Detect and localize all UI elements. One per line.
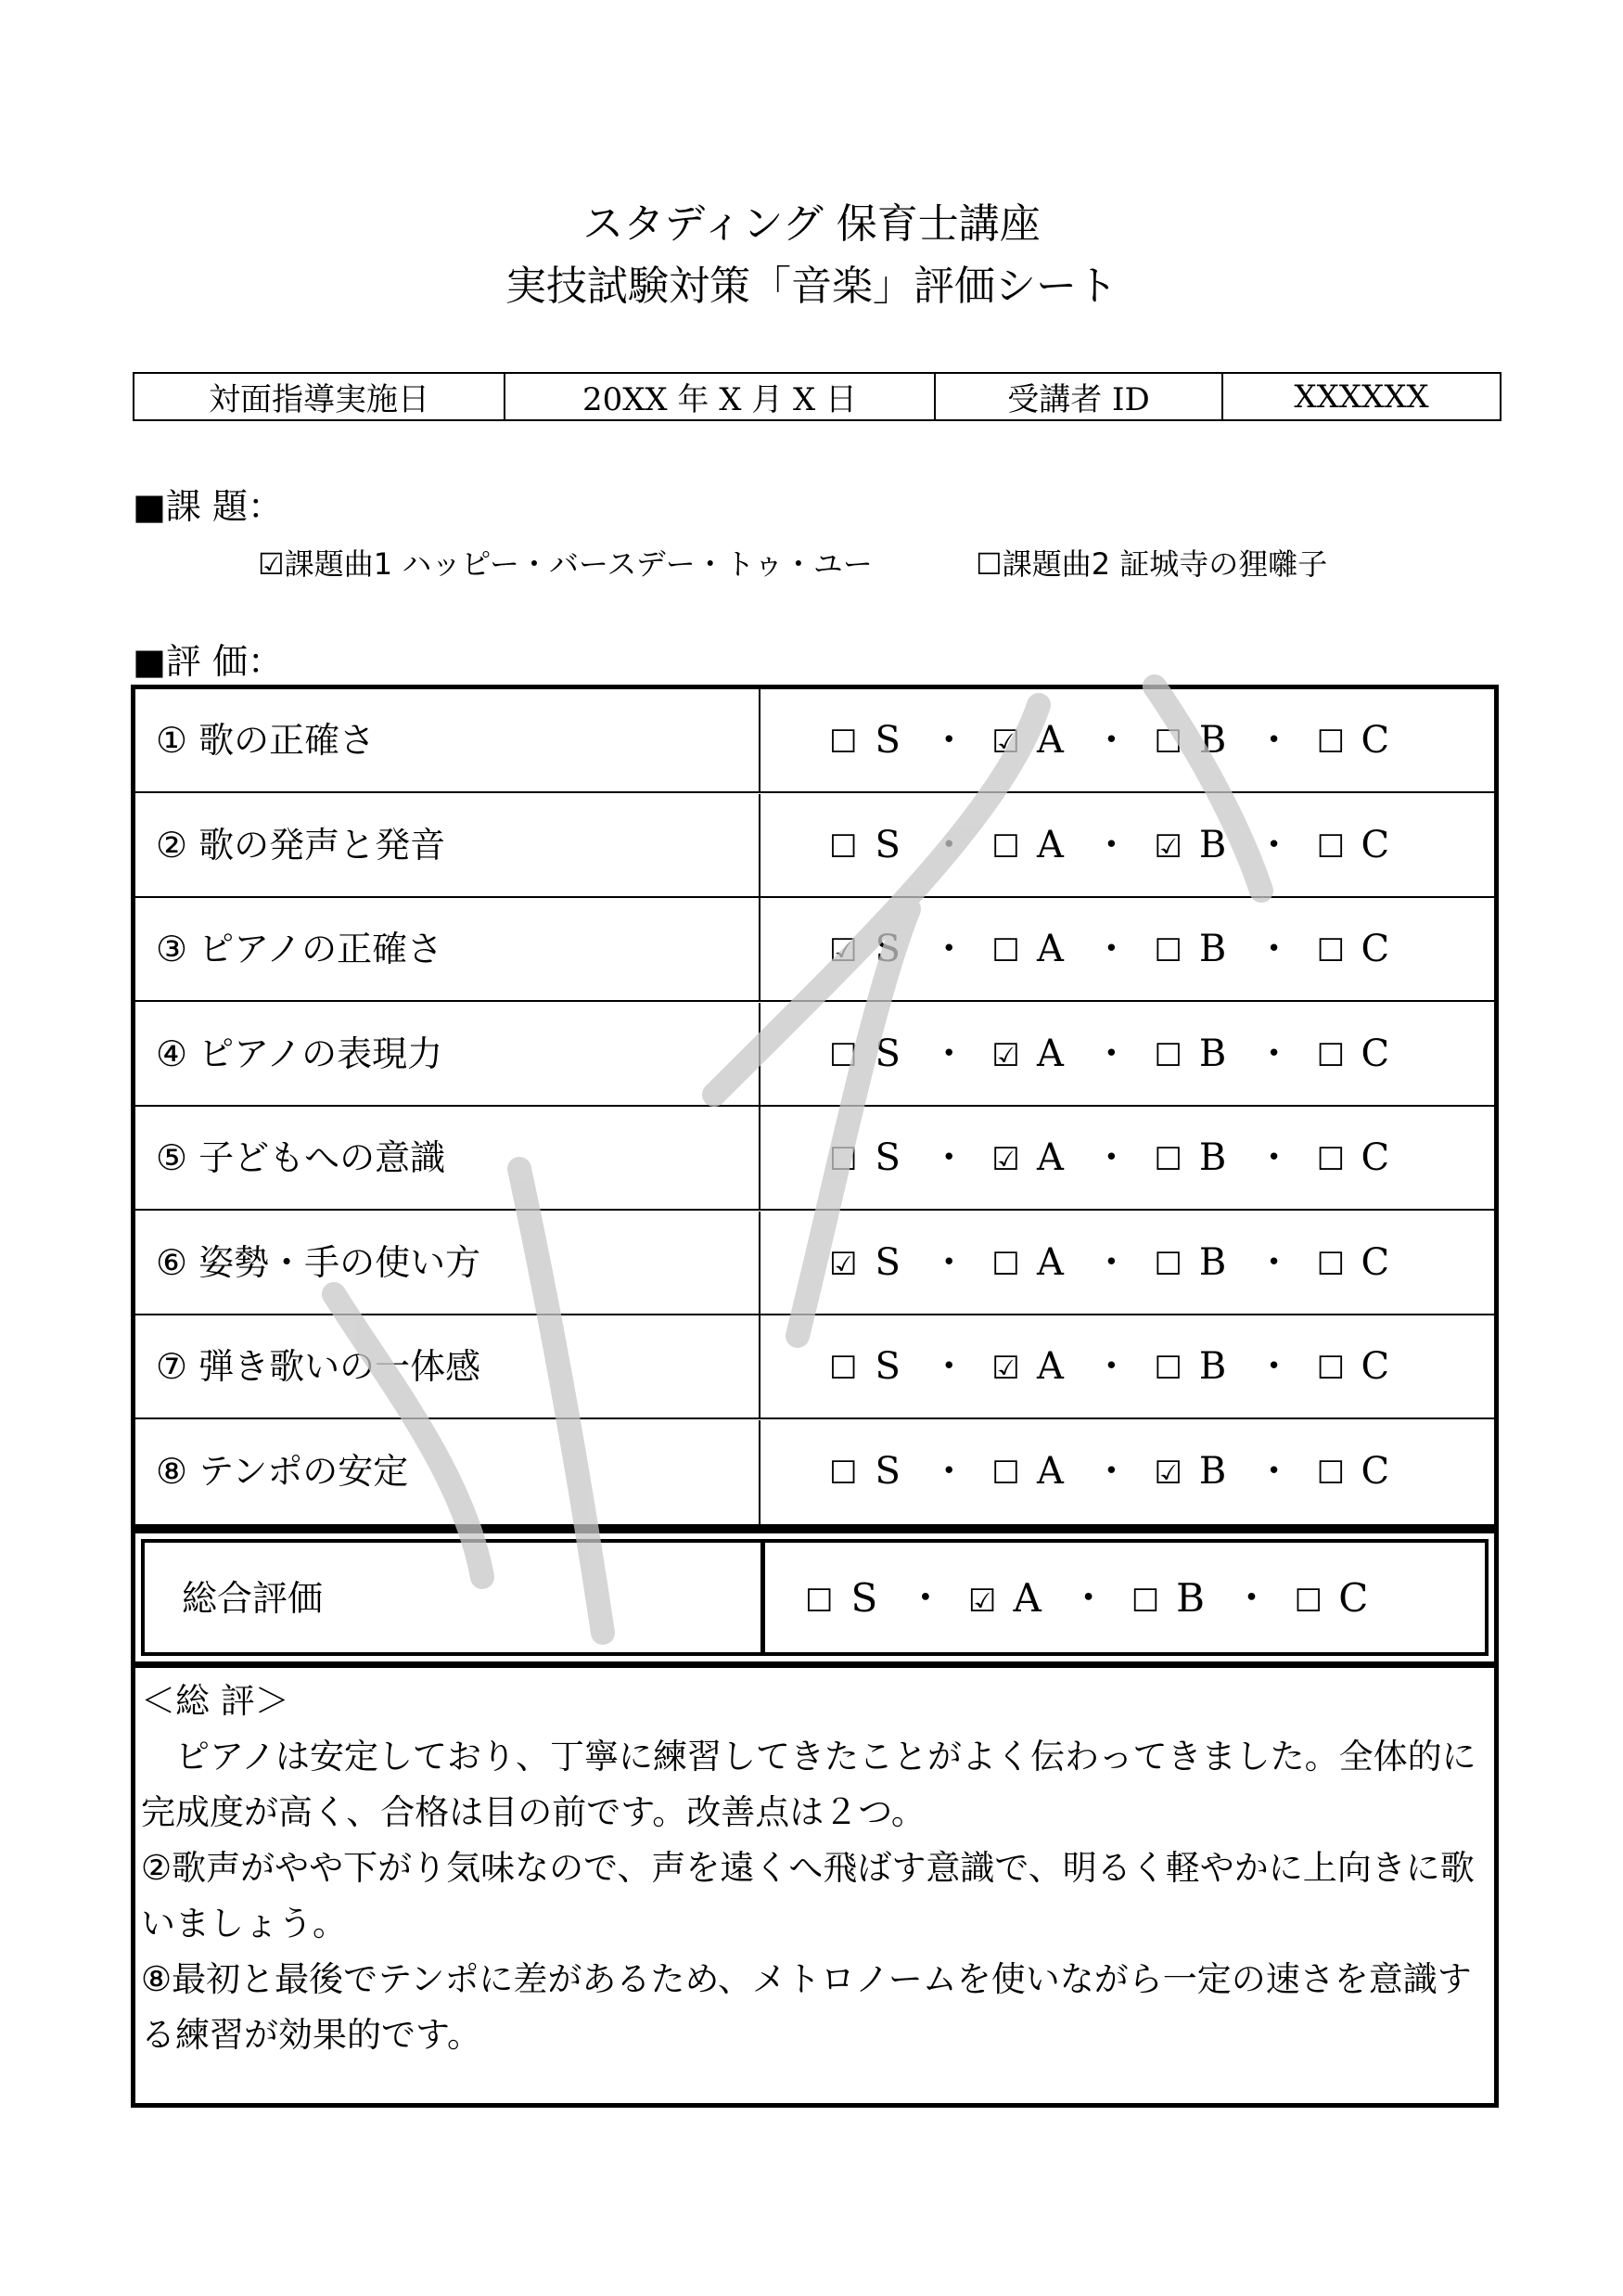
overall-grade-a[interactable]	[968, 1543, 1046, 1657]
criterion-grade-a[interactable]	[991, 898, 1068, 1002]
grade-letter: A	[1036, 1345, 1064, 1388]
criterion-grade-b[interactable]	[1154, 1107, 1231, 1211]
criterion-grade-b[interactable]	[1154, 898, 1231, 1002]
criterion-grade-a[interactable]	[991, 689, 1068, 793]
criterion-grade-s[interactable]	[829, 1315, 906, 1419]
grade-letter: A	[1013, 1575, 1042, 1621]
grade-letter: C	[1338, 1575, 1369, 1621]
unchecked-box-icon[interactable]: ☐	[1316, 827, 1346, 866]
grade-letter: A	[1036, 928, 1064, 970]
criterion-grade-c[interactable]	[1317, 794, 1394, 898]
grade-separator: ・	[1255, 1032, 1293, 1075]
unchecked-box-icon[interactable]: ☐	[1316, 1141, 1346, 1178]
date-value: 20XX 年 X 月 X 日	[505, 373, 935, 420]
unchecked-box-icon[interactable]: ☐	[991, 932, 1020, 969]
grade-separator: ・	[1093, 1032, 1131, 1075]
criterion-grade-s[interactable]	[829, 1003, 906, 1107]
grade-letter: B	[1198, 928, 1227, 970]
grade-letter: C	[1361, 1136, 1390, 1179]
grade-separator: ・	[1093, 719, 1131, 762]
grade-options	[829, 898, 1394, 1000]
grade-options	[829, 794, 1394, 896]
criterion-label: ② 歌の発声と発音	[156, 824, 446, 866]
evaluation-row	[135, 1003, 1494, 1107]
unchecked-box-icon[interactable]: ☐	[991, 1245, 1020, 1283]
grade-separator: ・	[1255, 1449, 1293, 1493]
grade-options	[829, 1003, 1394, 1105]
grade-letter: B	[1198, 1136, 1227, 1179]
grade-letter: C	[1361, 1449, 1390, 1493]
criterion-grade-s[interactable]	[829, 1420, 906, 1524]
grade-letter: B	[1198, 1449, 1227, 1493]
sheet-title-line1: スタディング 保育士講座	[582, 200, 1041, 248]
assignment-heading: ■課 題：	[133, 486, 283, 527]
grade-separator: ・	[930, 1032, 968, 1075]
checked-box-icon[interactable]: ☑	[991, 1036, 1020, 1074]
unchecked-box-icon[interactable]: ☐	[829, 1141, 858, 1178]
criterion-label: ⑧ テンポの安定	[156, 1450, 409, 1492]
grade-letter: B	[1198, 823, 1227, 866]
overall-label: 総合評価	[182, 1578, 324, 1619]
overall-grade-c[interactable]	[1295, 1543, 1373, 1657]
grade-separator: ・	[1255, 823, 1293, 866]
criterion-label: ③ ピアノの正確さ	[156, 929, 443, 969]
grade-letter: B	[1198, 1240, 1227, 1284]
grade-letter: C	[1361, 1345, 1390, 1388]
evaluation-row	[135, 1420, 1494, 1524]
checked-box-icon[interactable]: ☑	[829, 932, 858, 969]
grade-options	[829, 1107, 1394, 1209]
criterion-grade-s[interactable]	[829, 1107, 906, 1211]
unchecked-box-icon[interactable]: ☐	[1131, 1583, 1160, 1620]
checked-box-icon[interactable]: ☑	[1154, 827, 1182, 866]
grade-separator: ・	[1255, 928, 1293, 970]
grade-letter: A	[1036, 1032, 1064, 1075]
grade-letter: S	[875, 1345, 901, 1388]
unchecked-box-icon[interactable]: ☐	[1316, 724, 1346, 761]
criterion-grade-c[interactable]	[1317, 1212, 1394, 1315]
checked-box-icon[interactable]: ☑	[991, 724, 1020, 761]
criterion-label: ⑦ 弾き歌いの一体感	[156, 1346, 481, 1387]
grade-separator: ・	[1232, 1575, 1272, 1621]
assignment-piece-2: ☐課題曲2 証城寺の狸囃子	[976, 546, 1328, 582]
unchecked-box-icon[interactable]: ☐	[1316, 932, 1346, 969]
unchecked-box-icon[interactable]: ☐	[1154, 1036, 1182, 1074]
grade-options	[829, 1420, 1394, 1522]
grade-separator: ・	[1093, 823, 1131, 866]
grade-letter: B	[1198, 1032, 1227, 1075]
unchecked-box-icon[interactable]: ☐	[1316, 1245, 1346, 1283]
grade-separator: ・	[1093, 1240, 1131, 1284]
grade-separator: ・	[930, 928, 968, 970]
grade-letter: S	[875, 719, 901, 762]
criterion-grade-c[interactable]	[1317, 689, 1394, 793]
date-label: 対面指導実施日	[134, 373, 505, 420]
criterion-grade-a[interactable]	[991, 1003, 1068, 1107]
grade-letter: A	[1036, 1240, 1064, 1284]
unchecked-box-icon[interactable]: ☐	[829, 1350, 858, 1387]
unchecked-box-icon[interactable]: ☐	[1316, 1454, 1346, 1492]
criterion-grade-a[interactable]	[991, 1212, 1068, 1315]
criterion-label: ⑤ 子どもへの意識	[156, 1137, 446, 1178]
grade-separator: ・	[1255, 1345, 1293, 1388]
unchecked-box-icon[interactable]: ☐	[1154, 1141, 1182, 1178]
criterion-grade-s[interactable]	[829, 898, 906, 1002]
unchecked-box-icon[interactable]: ☐	[1316, 1036, 1346, 1074]
comment-heading: ＜総 評＞	[141, 1681, 289, 1721]
grade-separator: ・	[930, 1345, 968, 1388]
grade-separator: ・	[930, 719, 968, 762]
grade-letter: A	[1036, 1449, 1064, 1493]
sheet-title-line2: 実技試験対策「音楽」評価シート	[505, 263, 1118, 310]
grade-letter: A	[1036, 823, 1064, 866]
grade-separator: ・	[905, 1575, 945, 1621]
criterion-grade-a[interactable]	[991, 794, 1068, 898]
unchecked-box-icon[interactable]: ☐	[991, 827, 1020, 866]
assignment-piece-1: ☑課題曲1 ハッピー・バースデー・トゥ・ユー	[258, 546, 873, 582]
criterion-label: ① 歌の正確さ	[156, 720, 376, 761]
criterion-grade-s[interactable]	[829, 794, 906, 898]
unchecked-box-icon[interactable]: ☐	[991, 1454, 1020, 1492]
checked-box-icon[interactable]: ☑	[967, 1583, 997, 1620]
info-table	[133, 372, 1502, 421]
overall-grade-options	[805, 1543, 1372, 1654]
unchecked-box-icon[interactable]: ☐	[805, 1583, 834, 1620]
evaluation-heading: ■評 価：	[133, 641, 283, 682]
criterion-grade-b[interactable]	[1154, 1420, 1231, 1524]
criterion-grade-c[interactable]	[1317, 1315, 1394, 1419]
student-id-label: 受講者 ID	[935, 373, 1222, 420]
evaluation-row	[135, 1212, 1494, 1315]
grade-separator: ・	[1093, 1345, 1131, 1388]
checked-box-icon[interactable]: ☑	[991, 1350, 1020, 1387]
grade-separator: ・	[930, 1240, 968, 1284]
comment-line: ②歌声がやや下がり気味なので、声を遠くへ飛ばす意識で、明るく軽やかに上向きに歌いましょう。	[141, 1848, 1475, 1943]
unchecked-box-icon[interactable]: ☐	[829, 827, 858, 866]
grade-separator: ・	[930, 1449, 968, 1493]
general-comment	[131, 1666, 1499, 2108]
student-id-value: XXXXXX	[1222, 373, 1501, 420]
criterion-label: ⑥ 姿勢・手の使い方	[156, 1241, 481, 1283]
criterion-grade-s[interactable]	[829, 1212, 906, 1315]
grade-letter: S	[875, 928, 901, 970]
grade-letter: S	[875, 1240, 901, 1284]
grade-separator: ・	[930, 823, 968, 866]
grade-letter: B	[1198, 1345, 1227, 1388]
grade-letter: C	[1361, 1032, 1390, 1075]
criterion-grade-c[interactable]	[1317, 1420, 1394, 1524]
unchecked-box-icon[interactable]: ☐	[1154, 1350, 1182, 1387]
grade-letter: B	[1176, 1575, 1205, 1621]
criterion-grade-b[interactable]	[1154, 1003, 1231, 1107]
grade-options	[829, 689, 1394, 791]
unchecked-box-icon[interactable]: ☐	[829, 1454, 858, 1492]
grade-separator: ・	[1068, 1575, 1108, 1621]
grade-separator: ・	[1255, 1136, 1293, 1179]
evaluation-row	[135, 794, 1494, 898]
grade-letter: C	[1361, 823, 1390, 866]
unchecked-box-icon[interactable]: ☐	[1154, 932, 1182, 969]
checked-box-icon[interactable]: ☑	[829, 1245, 858, 1283]
criterion-grade-b[interactable]	[1154, 794, 1231, 898]
grade-separator: ・	[1093, 1449, 1131, 1493]
grade-separator: ・	[1255, 719, 1293, 762]
checked-box-icon[interactable]: ☑	[1154, 1454, 1182, 1492]
criterion-grade-c[interactable]	[1317, 1003, 1394, 1107]
overall-grade-s[interactable]	[805, 1543, 883, 1657]
criterion-grade-a[interactable]	[991, 1420, 1068, 1524]
grade-letter: C	[1361, 719, 1390, 762]
criterion-grade-b[interactable]	[1154, 1315, 1231, 1419]
unchecked-box-icon[interactable]: ☐	[829, 724, 858, 761]
grade-letter: B	[1198, 719, 1227, 762]
grade-separator: ・	[1093, 1136, 1131, 1179]
grade-letter: A	[1036, 719, 1064, 762]
grade-separator: ・	[930, 1136, 968, 1179]
checked-box-icon[interactable]: ☑	[991, 1141, 1020, 1178]
grade-letter: C	[1361, 928, 1390, 970]
criterion-grade-a[interactable]	[991, 1315, 1068, 1419]
overall-grade-b[interactable]	[1131, 1543, 1209, 1657]
evaluation-row	[135, 1107, 1494, 1211]
grade-options	[829, 1315, 1394, 1417]
criterion-grade-a[interactable]	[991, 1107, 1068, 1211]
criterion-grade-b[interactable]	[1154, 689, 1231, 793]
grade-letter: A	[1036, 1136, 1064, 1179]
grade-letter: S	[875, 823, 901, 866]
grade-letter: S	[850, 1575, 878, 1621]
unchecked-box-icon[interactable]: ☐	[1294, 1583, 1323, 1620]
evaluation-row	[135, 689, 1494, 793]
unchecked-box-icon[interactable]: ☐	[829, 1036, 858, 1074]
grade-letter: S	[875, 1136, 901, 1179]
criterion-grade-s[interactable]	[829, 689, 906, 793]
grade-options	[829, 1212, 1394, 1314]
evaluation-row	[135, 898, 1494, 1002]
unchecked-box-icon[interactable]: ☐	[1154, 724, 1182, 761]
comment-line: ⑧最初と最後でテンポに差があるため、メトロノームを使いながら一定の速さを意識する練習が効果的です。	[141, 1959, 1472, 2055]
evaluation-table	[131, 685, 1499, 1529]
grade-separator: ・	[1255, 1240, 1293, 1284]
criterion-grade-b[interactable]	[1154, 1212, 1231, 1315]
grade-letter: C	[1361, 1240, 1390, 1284]
overall-evaluation	[131, 1529, 1499, 1666]
unchecked-box-icon[interactable]: ☐	[1154, 1245, 1182, 1283]
comment-line: ピアノは安定しており、丁寧に練習してきたことがよく伝わってきました。全体的に完成度が高く、合格は目の前です。改善点は２つ。	[141, 1737, 1476, 1832]
criterion-grade-c[interactable]	[1317, 898, 1394, 1002]
unchecked-box-icon[interactable]: ☐	[1316, 1350, 1346, 1387]
grade-separator: ・	[1093, 928, 1131, 970]
evaluation-row	[135, 1315, 1494, 1419]
criterion-label: ④ ピアノの表現力	[156, 1033, 443, 1074]
grade-letter: S	[875, 1449, 901, 1493]
grade-letter: S	[875, 1032, 901, 1075]
criterion-grade-c[interactable]	[1317, 1107, 1394, 1211]
